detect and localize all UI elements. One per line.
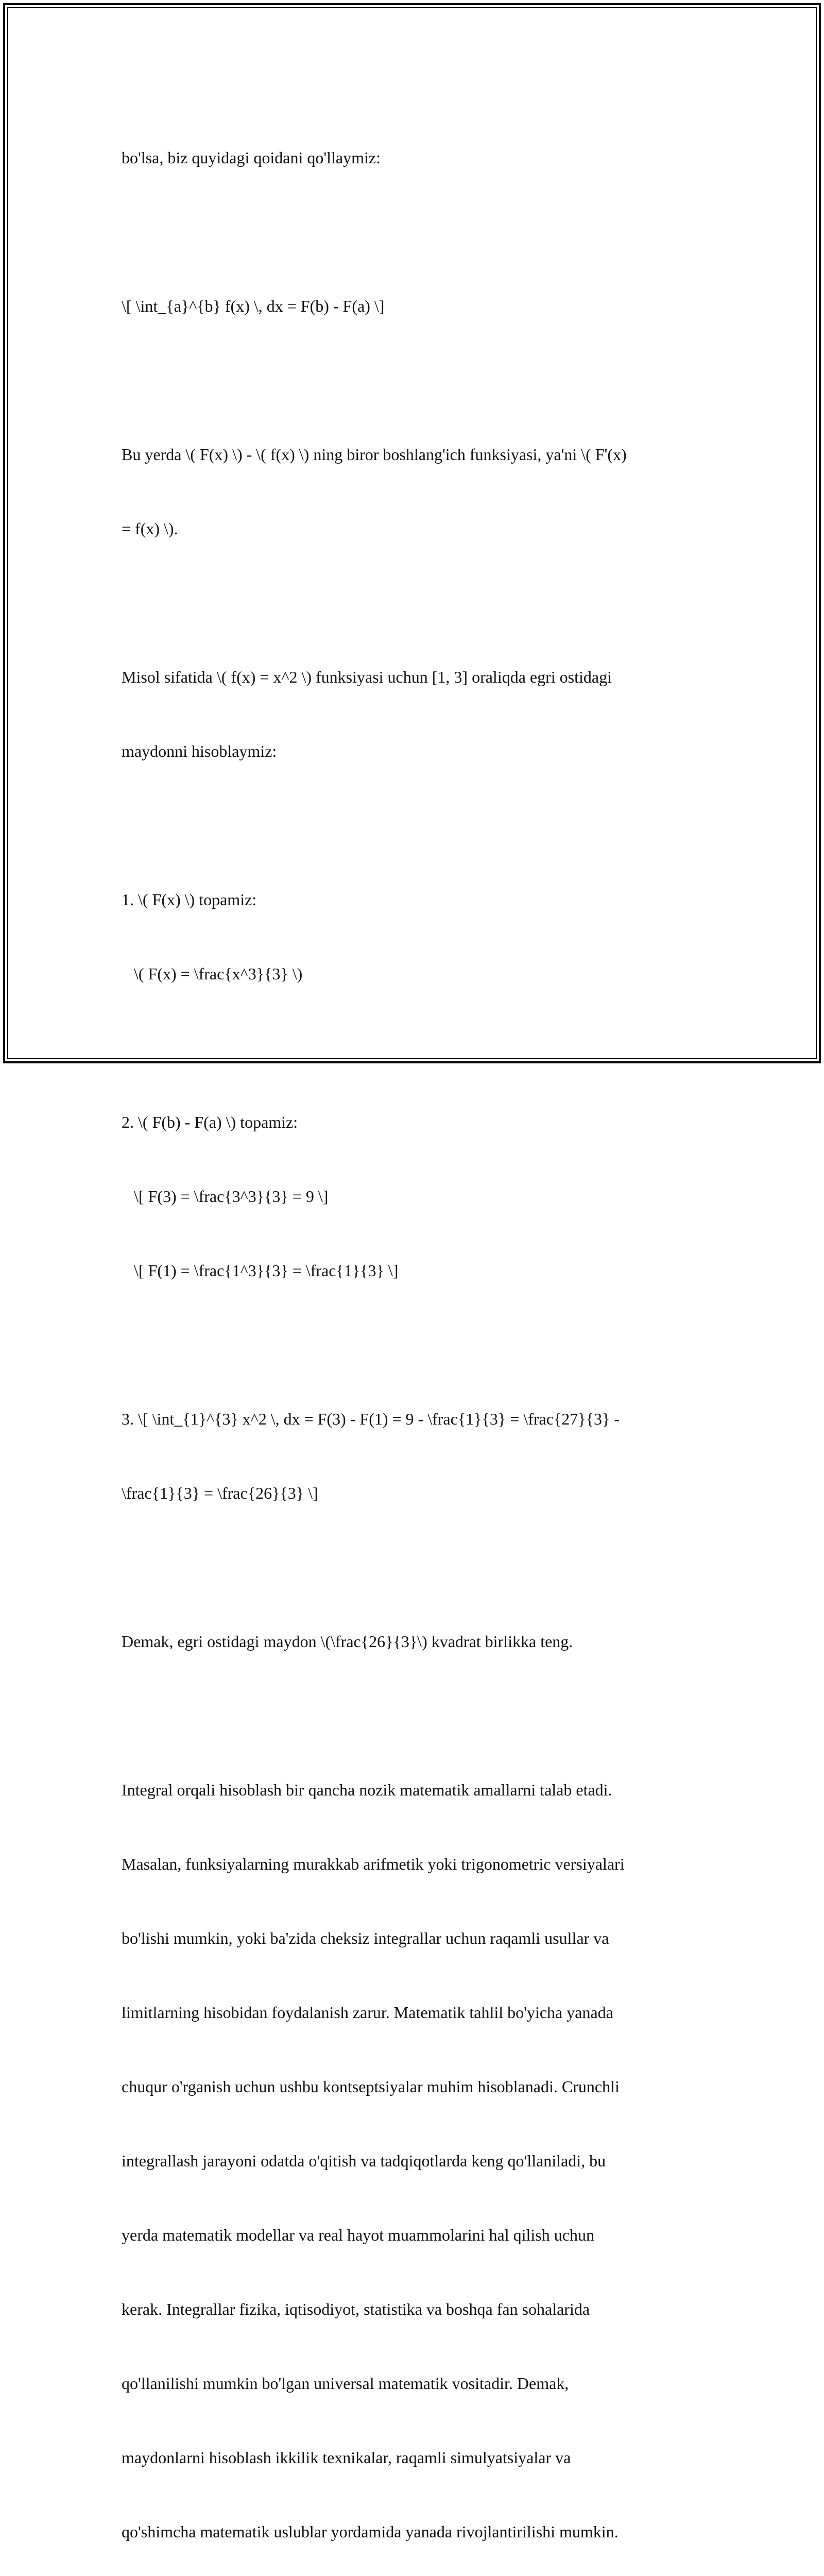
paragraph-discussion: [122, 1728, 703, 2576]
text-line: Demak, egri ostidagi maydon \(\frac{26}{3}\) kvadrat birlikka teng.: [122, 1632, 573, 1651]
paragraph-explain: [122, 393, 703, 590]
text-line: 1. \( F(x) \) topamiz:: [122, 890, 257, 909]
paragraph-step-3: [122, 1357, 703, 1555]
paragraph-conclusion: [122, 1580, 703, 1703]
text-line: kerak. Integrallar fizika, iqtisodiyot, statistika va boshqa fan sohalarida: [122, 2300, 590, 2318]
text-line: maydonni hisoblaymiz:: [122, 742, 277, 760]
text-line: maydonlarni hisoblash ikkilik texnikalar, raqamli simulyatsiyalar va: [122, 2448, 571, 2467]
paragraph-formula: [122, 244, 703, 368]
text-line: qo'llanilishi mumkin bo'lgan universal matematik vositadir. Demak,: [122, 2374, 569, 2393]
paragraph-example: [122, 615, 703, 813]
text-line: = f(x) \).: [122, 519, 178, 538]
text-line: limitlarning hisobidan foydalanish zarur. Matematik tahlil bo'yicha yanada: [122, 2003, 613, 2022]
paragraph-step-2: [122, 1060, 703, 1332]
formula-line: \[ F(1) = \frac{1^3}{3} = \frac{1}{3} \]: [122, 1261, 399, 1280]
document-body: [122, 96, 703, 2576]
text-line: bo'lsa, biz quyidagi qoidani qo'llaymiz:: [122, 148, 381, 167]
formula-line: \[ \int_{a}^{b} f(x) \, dx = F(b) - F(a) \]: [122, 297, 385, 315]
text-line: yerda matematik modellar va real hayot muammolarini hal qilish uchun: [122, 2226, 594, 2244]
text-line: Bu yerda \( F(x) \) - \( f(x) \) ning biror boshlang'ich funksiyasi, ya'ni \( F'(x): [122, 445, 627, 464]
text-line: Integral orqali hisoblash bir qancha nozik matematik amallarni talab etadi.: [122, 1781, 612, 1799]
formula-line: \frac{1}{3} = \frac{26}{3} \]: [122, 1484, 318, 1502]
text-line: Masalan, funksiyalarning murakkab arifmetik yoki trigonometric versiyalari: [122, 1855, 625, 1873]
formula-line: 3. \[ \int_{1}^{3} x^2 \, dx = F(3) - F(1) = 9 - \frac{1}{3} = \frac{27}{3} -: [122, 1410, 620, 1428]
formula-line: \[ F(3) = \frac{3^3}{3} = 9 \]: [122, 1187, 329, 1206]
text-line: integrallash jarayoni odatda o'qitish va tadqiqotlarda keng qo'llaniladi, bu: [122, 2151, 606, 2170]
paragraph-step-1: [122, 838, 703, 1036]
text-line: 2. \( F(b) - F(a) \) topamiz:: [122, 1113, 298, 1131]
paragraph-intro: [122, 96, 703, 219]
text-line: bo'lishi mumkin, yoki ba'zida cheksiz integrallar uchun raqamli usullar va: [122, 1929, 609, 1947]
text-line: qo'shimcha matematik uslublar yordamida yanada rivojlantirilishi mumkin.: [122, 2522, 619, 2541]
text-line: chuqur o'rganish uchun ushbu kontseptsiyalar muhim hisoblanadi. Crunchli: [122, 2077, 620, 2096]
formula-line: \( F(x) = \frac{x^3}{3} \): [122, 964, 303, 983]
text-line: Misol sifatida \( f(x) = x^2 \) funksiyasi uchun [1, 3] oraliqda egri ostidagi: [122, 668, 612, 686]
